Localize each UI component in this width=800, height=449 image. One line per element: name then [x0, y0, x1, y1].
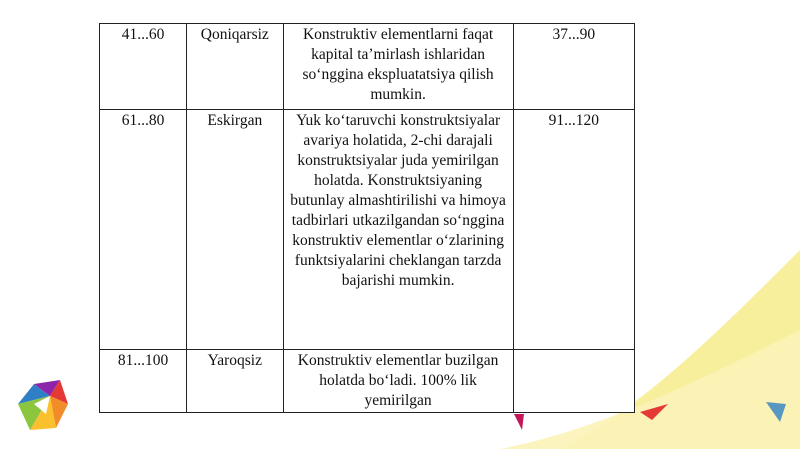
wear-grade-table: [99, 23, 635, 413]
table-row: [100, 110, 635, 350]
condition-cell: Yaroqsiz: [187, 350, 283, 413]
wear-range-cell: 81...100: [100, 350, 187, 413]
wear-range-cell: 61...80: [100, 110, 187, 350]
description-cell: Yuk ko‘taruvchi konstruktsiyalar avariya holatida, 2-chi darajali konstruktsiyalar juda yemirilgan holatda. Konstruktsiyaning butunlay almashtirilishi va himoya tadbirlari utkazilgandan so‘nggina konstruktiv elementlar o‘zlarining funktsiyalarini cheklangan tarzda bajarishi mumkin.: [283, 110, 513, 350]
age-range-cell: 91...120: [513, 110, 634, 350]
table-row: [100, 24, 635, 110]
condition-cell: Eskirgan: [187, 110, 283, 350]
description-cell: Konstruktiv elementlarni faqat kapital ta’mirlash ishlaridan so‘nggina ekspluatatsiya qilish mumkin.: [283, 24, 513, 110]
age-range-cell: 37...90: [513, 24, 634, 110]
table-row: [100, 350, 635, 413]
pink-triangle-shape: [514, 414, 524, 430]
logo-icon: [18, 380, 68, 430]
condition-cell: Qoniqarsiz: [187, 24, 283, 110]
wear-range-cell: 41...60: [100, 24, 187, 110]
description-cell: Konstruktiv elementlar buzilgan holatda bo‘ladi. 100% lik yemirilgan: [283, 350, 513, 413]
age-range-cell: [513, 350, 634, 413]
